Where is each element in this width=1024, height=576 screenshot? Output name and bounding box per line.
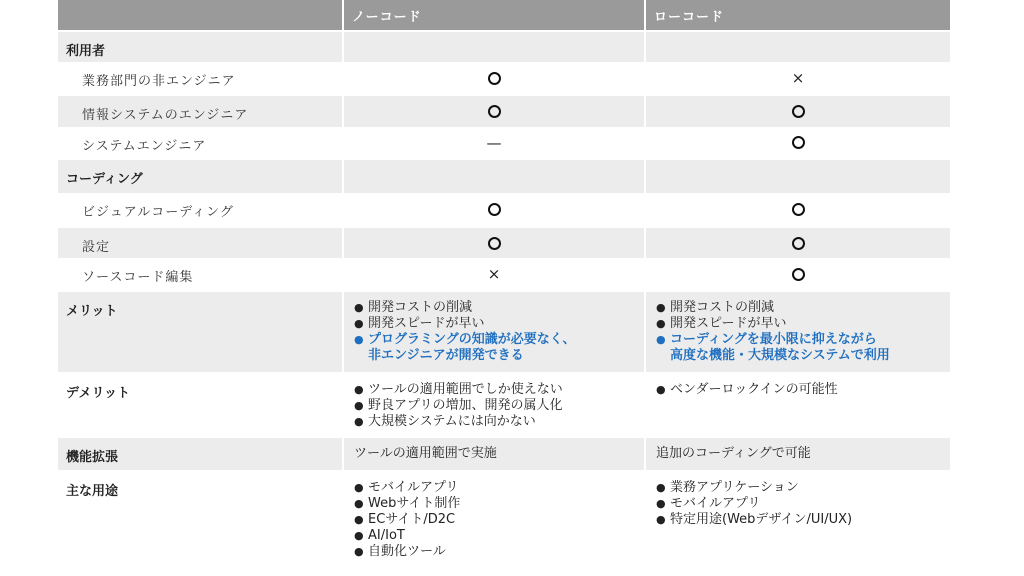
circle-mark [344, 193, 644, 226]
list-item: ● 開発スピードが早い [354, 316, 644, 332]
list-item: ● 大規模システムには向かない [354, 414, 644, 430]
list-item: ● 開発コストの削減 [354, 300, 644, 316]
row-label-extension: 機能拡張 [58, 438, 342, 470]
table-row [58, 472, 950, 572]
circle-mark [646, 228, 950, 258]
table-row [58, 127, 950, 158]
table-row [58, 193, 950, 226]
list-item: ● 特定用途(Webデザイン/UI/UX) [656, 512, 950, 528]
list-item: ● ベンダーロックインの可能性 [656, 382, 950, 398]
list-item-continuation: 非エンジニアが開発できる [368, 348, 524, 363]
table-row [58, 160, 950, 193]
dash-mark: — [344, 127, 644, 158]
table-row [58, 62, 950, 94]
merit-nocode [344, 292, 644, 372]
list-item: ● AI/IoT [354, 528, 644, 544]
list-item: ● 野良アプリの増加、開発の属人化 [354, 398, 644, 414]
circle-mark [646, 193, 950, 226]
main-use-nocode [344, 472, 644, 572]
table-row [58, 96, 950, 127]
table-row [58, 258, 950, 290]
cross-mark: × [646, 62, 950, 94]
table-row [58, 292, 950, 372]
row-label-system-engineer: システムエンジニア [58, 127, 342, 158]
list-item: ● Webサイト制作 [354, 496, 644, 512]
demerit-lowcode [646, 374, 950, 436]
table-header [58, 0, 950, 30]
table-row [58, 438, 950, 470]
list-item-continuation: 高度な機能・大規模なシステムで利用 [670, 348, 890, 363]
row-label-settings: 設定 [58, 228, 342, 258]
list-item: ● 業務アプリケーション [656, 480, 950, 496]
row-label-biz-nonengineer: 業務部門の非エンジニア [58, 62, 342, 94]
circle-mark [646, 258, 950, 290]
list-item: ● コーディングを最小限に抑えながら [656, 332, 950, 348]
header-nocode: ノーコード [344, 0, 644, 30]
header-lowcode: ローコード [646, 0, 950, 30]
row-label-coding: コーディング [58, 160, 342, 193]
circle-mark [344, 228, 644, 258]
list-item: ● ツールの適用範囲でしか使えない [354, 382, 644, 398]
row-label-source-edit: ソースコード編集 [58, 258, 342, 290]
row-label-demerit: デメリット [58, 374, 342, 436]
header-empty-cell [58, 0, 342, 30]
list-item: ● 開発スピードが早い [656, 316, 950, 332]
circle-mark [344, 96, 644, 127]
table-row [58, 374, 950, 436]
circle-mark [646, 127, 950, 158]
table-row [58, 228, 950, 258]
row-label-is-engineer: 情報システムのエンジニア [58, 96, 342, 127]
list-item: ● 自動化ツール [354, 544, 644, 560]
list-item: ● モバイルアプリ [656, 496, 950, 512]
list-item: ● 開発コストの削減 [656, 300, 950, 316]
row-label-merit: メリット [58, 292, 342, 372]
row-label-users: 利用者 [58, 32, 342, 62]
circle-mark [344, 62, 644, 94]
extension-nocode: ツールの適用範囲で実施 [344, 438, 644, 470]
table-row [58, 32, 950, 62]
list-item: ● プログラミングの知識が必要なく、 [354, 332, 644, 348]
row-label-visual-coding: ビジュアルコーディング [58, 193, 342, 226]
list-item: ● ECサイト/D2C [354, 512, 644, 528]
extension-lowcode: 追加のコーディングで可能 [646, 438, 950, 470]
merit-lowcode [646, 292, 950, 372]
list-item: ● モバイルアプリ [354, 480, 644, 496]
cross-mark: × [344, 258, 644, 290]
row-label-main-use: 主な用途 [58, 472, 342, 572]
circle-mark [646, 96, 950, 127]
main-use-lowcode [646, 472, 950, 572]
demerit-nocode [344, 374, 644, 436]
